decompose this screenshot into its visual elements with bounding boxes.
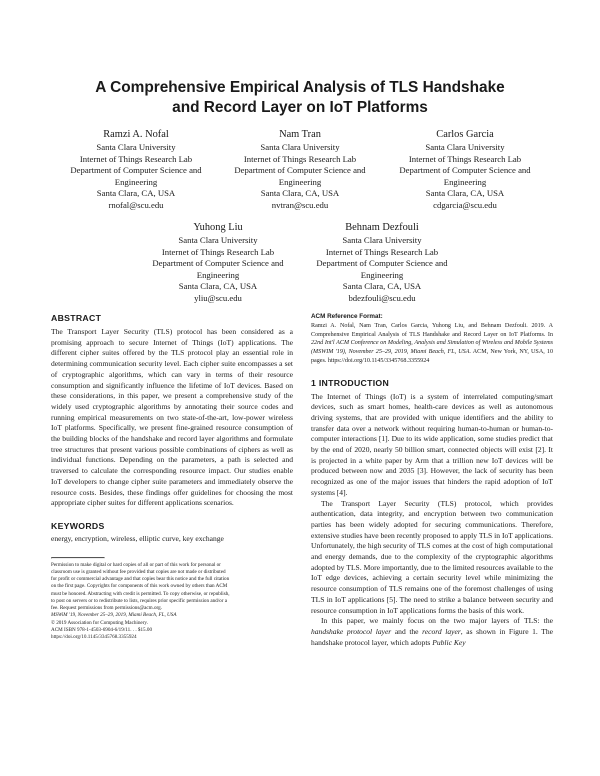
text-run: and the [391,626,423,636]
copyright-line: © 2019 Association for Computing Machinery. [51,619,148,626]
title-line-2: and Record Layer on IoT Platforms [172,99,428,116]
conference-line: MSWiM '19, November 25–29, 2019, Miami Beach, FL, USA [51,612,177,619]
author-department-cont: Engineering [114,176,158,187]
author-location: Santa Clara, CA, USA [425,188,505,199]
paper-title [40,78,560,118]
text-run: In this paper, we mainly focus on the two major layers of TLS: the [321,616,553,626]
doi-link[interactable]: https://doi.org/10.1145/3345768.3355924 [51,634,137,641]
permission-line: must be honored. Abstracting with credit is permitted. To copy otherwise, or republish, [51,590,230,597]
author-location: Santa Clara, CA, USA [178,281,258,292]
author-email: cdgarcia@scu.edu [433,199,497,210]
author-lab: Internet of Things Research Lab [325,246,439,257]
author-email: nvtran@scu.edu [271,199,329,210]
author-department: Department of Computer Science and [316,258,448,269]
author-block [377,128,553,212]
author-department-cont: Engineering [196,269,240,280]
permission-line: on the first page. Copyrights for components of this work owned by others than ACM [51,583,228,590]
author-lab: Internet of Things Research Lab [243,153,357,164]
author-name: Nam Tran [279,129,321,140]
author-block [130,221,306,305]
abstract-text: The Transport Layer Security (TLS) protocol has been considered as a promising approach to secure Internet of Things (IoT) applications. The different cipher suites offered by the TLS protocol play an essential role in determining communication security level. Each cipher suite encompasses a set of cryptographic algorithms, which can vary in terms of their resource consumption and significantly influence the lifetime of IoT devices. Based on these considerations, in this paper, we present a comprehensive study of the widely used cryptographic algorithms by annotating their source codes and running empirical measurements on two state-of-the-art, low-power wireless IoT platforms. Specifically, we present fine-grained resource consumption of the building blocks of the handshake and record layer algorithms and formulate tree structures that present various possible combinations of ciphers as well as individual functions. Depending on the parameters, a path is selected and traversed to calculate the corresponding resource impact. Our studies enable IoT developers to change cipher suite parameters and immediately observe the resource costs. Besides, these findings offer guidelines for choosing the most appropriate cipher suites for different applications scenarios. [51,327,293,508]
author-lab: Internet of Things Research Lab [408,153,522,164]
author-email: bdezfouli@scu.edu [348,292,416,303]
title-line-1: A Comprehensive Empirical Analysis of TLS Handshake [95,79,505,96]
author-department: Department of Computer Science and [152,258,284,269]
author-lab: Internet of Things Research Lab [79,153,193,164]
keywords-heading: KEYWORDS [51,520,105,531]
text-run: , as shown in Figure 1. The handshake protocol layer, which adopts [311,626,553,647]
author-department: Department of Computer Science and [399,165,531,176]
acm-reference-publisher: ACM, New York, NY, USA, 10 pages. https://doi.org/10.1145/3345768.3355924 [311,349,553,364]
author-location: Santa Clara, CA, USA [260,188,340,199]
author-university: Santa Clara University [342,235,422,245]
author-block [212,128,388,212]
keywords-text: energy, encryption, wireless, elliptic curve, key exchange [51,533,224,543]
author-email: yliu@scu.edu [194,292,242,303]
author-department-cont: Engineering [278,176,322,187]
author-name: Ramzi A. Nofal [103,129,169,140]
acm-reference-authors: Ramzi A. Nofal, Nam Tran, Carlos Garcia, Yuhong Liu, and Behnam Dezfouli. 2019. A Comprehensive Empirical Analysis of TLS Handshake and Record Layer on IoT Platforms. In [311,323,553,338]
author-university: Santa Clara University [425,142,505,152]
permission-notice [51,562,293,642]
author-block [48,128,224,212]
intro-paragraph-3 [311,616,553,648]
intro-paragraph-1: The Internet of Things (IoT) is a system of interrelated computing/smart devices, such as smart homes, health-care devices as well as autonomous driving systems, that are provided with unique identifiers and the ability to transfer data over a network without requiring human-to-human or human-to-computer interactions [1]. Due to its wide application, some studies predict that by the end of 2020, nearly 50 billion smart, connected objects will exist [2]. It is projected in a white paper by Arm that a trillion new IoT devices will be produced between now and 2035 [3]. However, the lack of security has been recognized as one of the major issues that hinders the rapid adoption of IoT systems [4]. [311,391,553,497]
footnote-rule [51,557,105,559]
author-lab: Internet of Things Research Lab [161,246,275,257]
emphasis-record-layer: record layer [422,626,461,636]
right-column [311,312,553,648]
abstract-heading: ABSTRACT [51,313,102,323]
permission-line: classroom use is granted without fee provided that copies are not made or distributed [51,568,226,575]
author-university: Santa Clara University [260,142,340,152]
left-column [51,312,293,641]
author-email: rnofal@scu.edu [108,199,164,210]
permission-line: fee. Request permissions from permissions@acm.org. [51,605,163,612]
introduction-heading: 1 INTRODUCTION [311,377,390,388]
author-department-cont: Engineering [443,176,487,187]
author-name: Yuhong Liu [193,222,243,233]
permission-line: for profit or commercial advantage and that copies bear this notice and the full citation [51,576,230,583]
permission-line: to post on servers or to redistribute to lists, requires prior specific permission and/or a [51,597,228,604]
acm-reference-text [311,322,553,366]
emphasis-public-key: Public Key [432,637,466,647]
permission-line: Permission to make digital or hard copies of all or part of this work for personal or [51,561,221,568]
author-university: Santa Clara University [178,235,258,245]
author-department: Department of Computer Science and [234,165,366,176]
intro-paragraph-2: The Transport Layer Security (TLS) protocol, which provides authentication, data integrity, and encryption between two communication parties has been widely adopted for securing communications. Therefore, extensive studies have been recently proposed to apply TLS in IoT applications. Unfortunately, the high security of TLS comes at the cost of high computational and energy demands, due to the complexity of the cryptographic algorithms adopted by TLS. More importantly, due to the limited resources available to the IoT edge devices, achieving a certain security level while minimizing the resource consumption of TLS remains one of the foremost challenges of using TLS in IoT applications [5]. The need to strike a balance between security and resource consumption in IoT applications forms the basis of this work. [311,498,553,615]
acm-reference-heading: ACM Reference Format: [311,313,383,320]
author-name: Behnam Dezfouli [345,222,419,233]
author-location: Santa Clara, CA, USA [342,281,422,292]
author-block [294,221,470,305]
acm-reference-venue: 22nd Int'l ACM Conference on Modeling, Analysis and Simulation of Wireless and Mobile Systems (MSWIM '19), November 25–29, 2019, Miami Beach, FL, USA. [311,340,553,356]
author-location: Santa Clara, CA, USA [96,188,176,199]
author-university: Santa Clara University [96,142,176,152]
author-department: Department of Computer Science and [70,165,202,176]
author-department-cont: Engineering [360,269,404,280]
isbn-line: ACM ISBN 978-1-4503-6904-6/19/11. . . $15.00 [51,626,153,633]
author-name: Carlos Garcia [436,129,494,140]
emphasis-handshake: handshake protocol layer [311,626,392,636]
